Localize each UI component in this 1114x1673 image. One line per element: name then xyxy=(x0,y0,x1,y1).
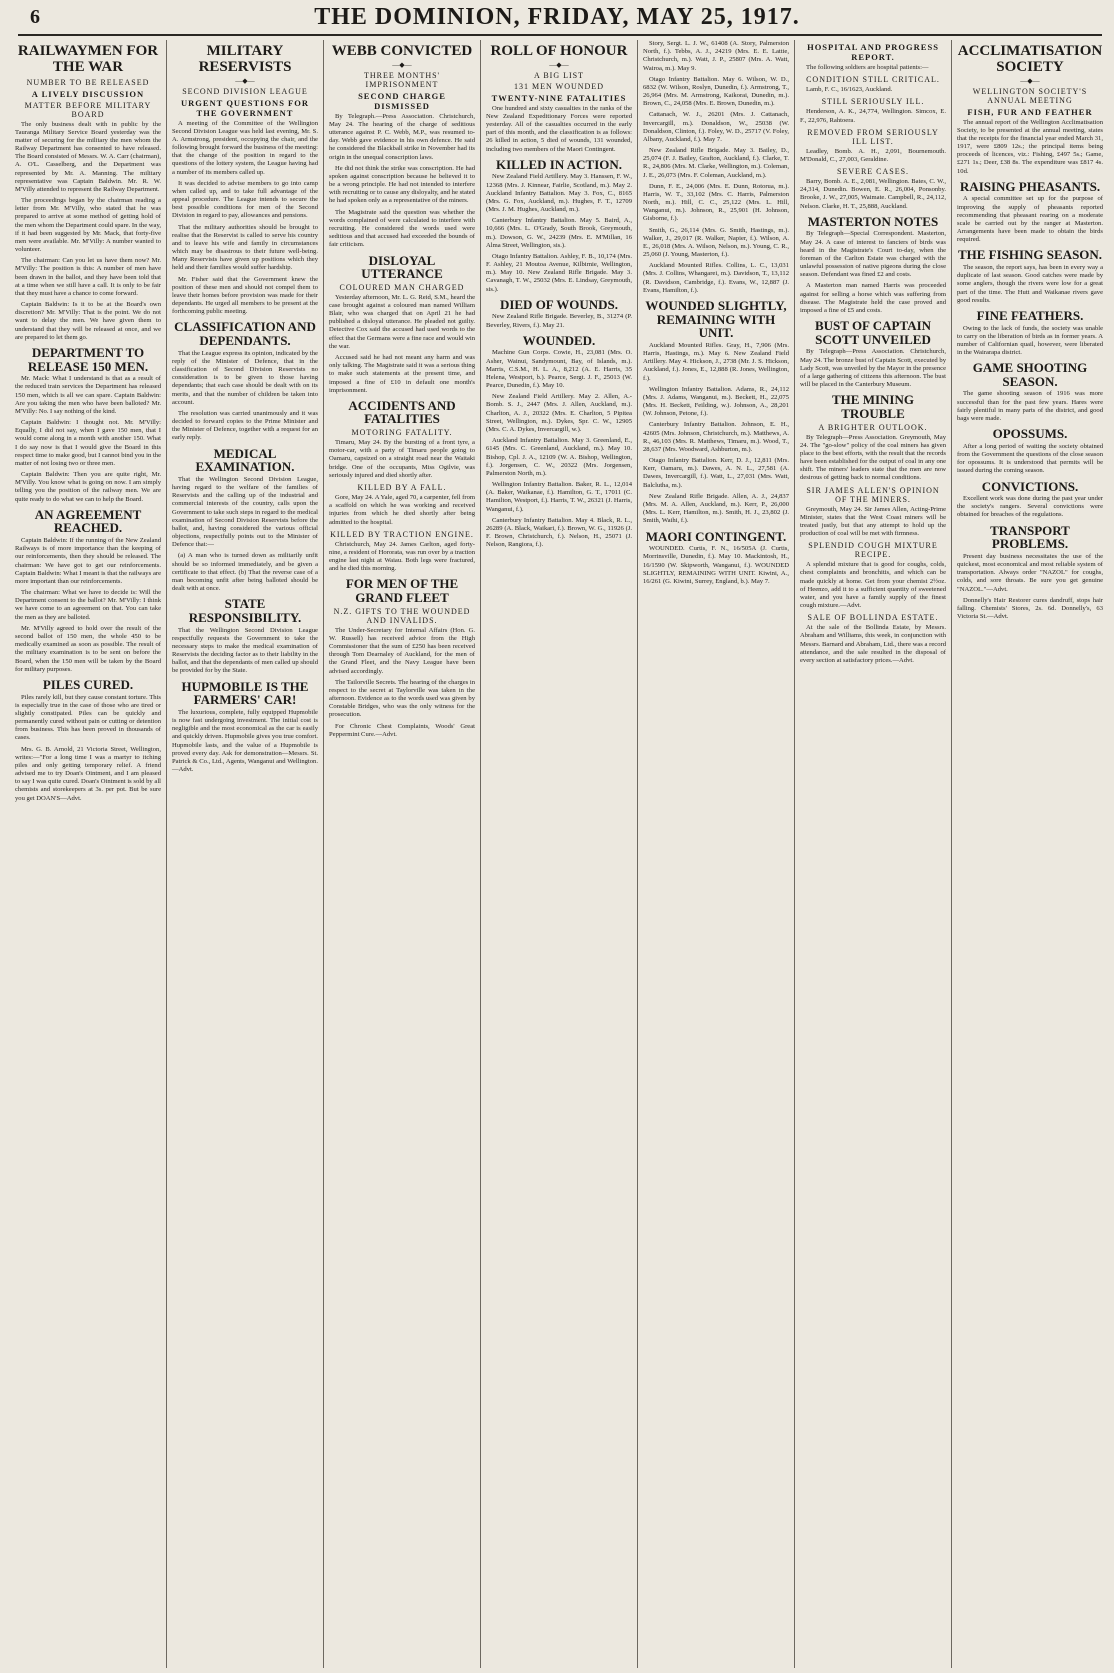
article-paragraph: Auckland Mounted Rifles. Collins, L. C., 13,031 (Mrs. J. Collins, Whangarei, m.). Davidson, T., 13,112 (R. Davidson, Cambridge, f.). Evans, W., 12,887 (J. Evans, Hamilton, f.). xyxy=(643,262,789,294)
article-paragraph: Captain Baldwin: Then you are quite right, Mr. M'Villy. You know what is going on now. I am simply telling you the position of the railway men. We are quite ready to do what we can to help the Board. xyxy=(15,471,161,503)
headline: PILES CURED. xyxy=(42,676,134,692)
article-paragraph: New Zealand Rifle Brigade. May 3. Bailey, D., 25,074 (F. J. Bailey, Grafton, Auckland, f.). Clarke, T. R., 24,806 (Mrs. M. Clarke, Wellington, m.). Coleman, J. E., 26,073 (Mrs. F. Coleman, Auckland, m.). xyxy=(643,147,789,179)
article-paragraph: New Zealand Field Artillery. May 3. Hanssen, F. W., 12368 (Mrs. J. Kinnear, Fairlie, Scotland, m.). May 2. Auckland Infantry Battalion. May 3. Fox, C., 8165 (Mrs. G. Fox, Auckland, m.). Hughes, F. T., 12709 (Mrs. J. M. Hughes, Auckland, m.). xyxy=(486,173,632,214)
column-1 xyxy=(10,40,166,1668)
article-paragraph: Mr. Fisher said that the Government knew the position of these men and should not compel them to leave their homes before provision was made for their dependants. He urged all members to be present at the forthcoming public meeting. xyxy=(172,275,318,316)
article-paragraph: The annual report of the Wellington Acclimatisation Society, to be presented at the annual meeting, states that the receipts for the financial year ended March 31, 1917, were £809 12s.; the principal items being proceeds of licences, viz.: Fishing, £497 5s.; Game, £271 1s.; Deer, £38 8s. The expenditure was £817 4s. 10d. xyxy=(957,118,1103,175)
article-paragraph: The Magistrate said the question was whether the words complained of were calculated to interfere with recruiting. He considered the words used were seditious and that accused had exceeded the bounds of fair criticism. xyxy=(329,208,475,249)
subheading: TWENTY-NINE FATALITIES xyxy=(491,92,627,103)
headline: STATE RESPONSIBILITY. xyxy=(188,596,302,625)
headline: THE MINING TROUBLE xyxy=(832,392,914,421)
article-paragraph: A Masterton man named Harris was proceeded against for selling a horse which was suffering from disease. The Magistrate held the case proved and imposed a fine of £5 and costs. xyxy=(800,282,946,314)
subheading: KILLED BY A FALL. xyxy=(357,482,447,492)
article-paragraph: Machine Gun Corps. Cowie, H., 23,081 (Mrs. O. Asher, Wainui, Sandymount, Bay, of Islands, m.). Marris, C.S.M., H. L. A., 8,212 (A. E. Harris, 35 Helena, Westport, b.). Pearce, Sergt. J. F., 25013 (W. Pearce, Dunedin, f.). May 10. xyxy=(486,349,632,390)
article-paragraph: That the Wellington Second Division League respectfully requests the Government to take the necessary steps to make the medical examination of Reservists the deciding factor as to their liability in the ballot, and that the dependants of men called up should be provided for by the State. xyxy=(172,626,318,675)
headline: FINE FEATHERS. xyxy=(976,307,1084,323)
article-paragraph: Accused said he had not meant any harm and was only talking. The Magistrate said it was a serious thing to make such statements at the present time, and imposed a fine of £10 in default one month's imprisonment. xyxy=(329,353,475,394)
ornament-divider xyxy=(957,78,1103,85)
article-paragraph: Cattanach, W. J., 26201 (Mrs. J. Cattanach, Invercargill, m.). Donaldson, W., 25038 (W. Donaldson, Clinton, f.). Foley, W. D., 25717 (V. Foley, Albany, Auckland, f.). May 7. xyxy=(643,111,789,143)
subheading: N.Z. GIFTS TO THE WOUNDED AND INVALIDS. xyxy=(333,606,471,625)
article-paragraph: Christchurch, May 24. James Carlton, aged forty-nine, a resident of Hororata, was run over by a traction engine last night at Waiau. Both legs were fractured, and he died this morning. xyxy=(329,540,475,573)
subheading: STILL SERIOUSLY ILL. xyxy=(821,97,925,107)
article-paragraph: Captain Baldwin: Is it to be at the Board's own discretion? Mr. M'Villy: That is the point. We do not want to delay the men. We have given them to understand that they will be released at once, and we are prepared to let them go. xyxy=(15,301,161,341)
article-paragraph: The only business dealt with in public by the Tauranga Military Service Board yesterday was the matter of securing for the military the men whom the Railway Department has consented to have released. The Board consisted of Messrs. W. A. Carr (chairman), A. O'L. Casselberg, and the Department was represented by Mr. A. Manning. The military representative was Captain Baldwin. Mr. R. W. M'Villy attended to represent the Railway Department. xyxy=(15,120,161,193)
headline: WOUNDED SLIGHTLY, REMAINING WITH UNIT. xyxy=(645,297,787,341)
headline: HUPMOBILE IS THE FARMERS' CAR! xyxy=(181,678,309,708)
article-paragraph: Owing to the lack of funds, the society was unable to carry on the liberation of birds as in former years. A number of Californian quail, however, were liberated in the Wairarapa district. xyxy=(957,324,1103,357)
subheading: 131 MEN WOUNDED xyxy=(514,81,604,91)
article-paragraph: At the sale of the Bollinda Estate, by Messrs. Abraham and Williams, this week, in conjunction with Messrs. Barnard and Abraham, Ltd., there was a record attendance, and the sale resulted in the disposal of every section at satisfactory prices.—Advt. xyxy=(800,624,946,664)
article-paragraph: He did not think the strike was conscription. He had spoken against conscription because he believed it to be a wrong principle. He had not intended to interfere with recruiting or to cause any disloyalty, and he stated he had spoken only as a representative of the miners. xyxy=(329,164,475,205)
headline: GAME SHOOTING SEASON. xyxy=(972,360,1088,389)
article-paragraph: Mr. M'Villy agreed to hold over the result of the second ballot of 150 men, the whole 450 to be medically examined as soon as possible. The result of the military examination is to be sent on before the Board, when the 150 men will be taken by the Board for military purposes. xyxy=(15,624,161,673)
headline: TRANSPORT PROBLEMS. xyxy=(990,522,1070,552)
article-paragraph: Greymouth, May 24. Sir James Allen, Acting-Prime Minister, states that the West Coast miners will be treated justly, but that any attempt to hold up the production of coal will be met with firmness. xyxy=(800,505,946,538)
subheading: REMOVED FROM SERIOUSLY ILL LIST. xyxy=(807,127,939,146)
article-paragraph: Captain Baldwin: If the running of the New Zealand Railways is of more importance than the keeping of our reinforcements, then they should be released. The chairman: We have got to get our reinforcements. Captain Baldwin: What I meant is that the railways are more important than our reinforcements. xyxy=(15,537,161,585)
article-paragraph: Mrs. G. B. Arnold, 21 Victoria Street, Wellington, writes:—"For a long time I was a martyr to itching piles and only getting temporary relief. A friend advised me to try Doan's Ointment, and I am pleased to say I was quite cured. Doan's Ointment is sold by all chemists and storekeepers at 3s. per pot. But be sure you get DOAN'S—Advt. xyxy=(15,745,161,802)
article-paragraph: Wellington Infantry Battalion. Adams, R., 24,112 (Mrs. J. Adams, Wanganui, m.). Beckett, H., 22,075 (Mrs. H. Beckett, Feilding, w.). Johnson, A., 28,201 (W. Johnson, Petone, f.). xyxy=(643,385,789,418)
headline: RAISING PHEASANTS. xyxy=(959,178,1101,194)
article-paragraph: Story, Sergt. L. J. W., 61408 (A. Story, Palmerston North, f.). Tebbs, A. J., 24219 (Mrs. E. E. Lattie, Christchurch, m.). Watt, J. P., 25807 (Mrs. A. Watt, Wairoa, m.). May 9. xyxy=(643,40,789,72)
subheading: SECOND DIVISION LEAGUE xyxy=(182,86,308,96)
article-paragraph: Excellent work was done during the past year under the society's rangers. Several convictions were obtained for breaches of the regulations. xyxy=(957,495,1103,519)
article-paragraph: Timaru, May 24. By the bursting of a front tyre, a motor-car, with a party of Timaru people going to Oamaru, capsized on a straight road near the Waitaki bridge. One of the occupants, Miss Ogilvie, was seriously injured and died shortly after. xyxy=(329,439,475,479)
subheading: WELLINGTON SOCIETY'S ANNUAL MEETING xyxy=(972,86,1088,105)
article-paragraph: Lamb, F. C., 16/1623, Auckland. xyxy=(806,86,893,94)
article-paragraph: One hundred and sixty casualties in the ranks of the New Zealand Expeditionary Forces were reported yesterday. All of the casualties occurred in the early part of this month, and the classification is as follows: 26 killed in action, 5 died of wounds, 131 wounded, including two members of the Maori Contingent. xyxy=(486,104,632,153)
article-paragraph: A special committee set up for the purpose of improving the supply of pheasants reported recommending that pheasant rearing on a moderate scale be carried out by the ranger at Masterton. Arrangements have been made to obtain the birds required. xyxy=(957,195,1103,244)
article-paragraph: Henderson, A. K., 24,774, Wellington. Simcox, E. F., 22,976, Rahtoera. xyxy=(800,108,946,124)
article-paragraph: Leadley, Bomb. A. H., 2,091, Bournemouth. M'Donald, C., 27,003, Geraldine. xyxy=(800,147,946,163)
article-paragraph: Canterbury Infantry Battalion. May 4. Black, R. L., 26289 (A. Black, Waikari, f.). Brown, W. G., 11926 (J. F. Brown, Christchurch, f.). Nelson, H., 25071 (J. Nelson, Rangiora, f.). xyxy=(486,516,632,549)
article-paragraph: The chairman: What we have to decide is: Will the Department consent to the ballot? Mr. M'Villy: I think we have come to an agreement on that. You can take the men as they are balloted. xyxy=(15,589,161,621)
article-paragraph: By Telegraph—Press Association. Christchurch, May 24. The bronze bust of Captain Scott, executed by Lady Scott, was unveiled by the Mayor in the presence of a large gathering of citizens this afternoon. The bust will be placed in the Canterbury Museum. xyxy=(800,348,946,389)
article-paragraph: Captain Baldwin: I thought not. Mr. M'Villy: Equally, I did not say, when I gave 150 men, that I would come along in a month with another 150. What I do say now is that I would give the Board in this respect time to make good, but I cannot bind you in the matter of not losing two or three men. xyxy=(15,419,161,467)
article-paragraph: WOUNDED. Curtis, F. N., 16/505A (J. Curtis, Morrinsville, Dunedin, f.). May 10. Mackintosh, H., 16/1590 (W. Skipworth, Wanganui, f.). WOUNDED SLIGHTLY, REMAINING WITH UNIT. Kiwini, A., 16/261 (G. Kiwini, Surrey, England, b.). May 7. xyxy=(643,545,789,585)
article-paragraph: Gore, May 24. A Yale, aged 70, a carpenter, fell from a scaffold on which he was working and received injuries from which he died shortly after being admitted to the hospital. xyxy=(329,493,475,526)
headline: RAILWAYMEN FOR THE WAR xyxy=(17,43,159,75)
article-paragraph: New Zealand Rifle Brigade. Allen, A. J., 24,837 (Mrs. M. A. Allen, Auckland, m.). Kerr, P., 26,000 (Mrs. L. Kerr, Hamilton, m.). Smith, H. J., 23,802 (J. Smith, Waihi, f.). xyxy=(643,492,789,525)
headline: BUST OF CAPTAIN SCOTT UNVEILED xyxy=(814,318,932,347)
article-paragraph: (a) A man who is turned down as militarily unfit should be so informed immediately, and be given a certificate to that effect. (b) That the reverse case of a man becoming unfit after being balloted should be dealt with at once. xyxy=(172,552,318,593)
ornament-divider xyxy=(172,78,318,85)
masthead-rule xyxy=(18,34,1102,36)
subheading: THREE MONTHS' IMPRISONMENT xyxy=(364,70,440,89)
article-paragraph: The season, the report says, has been in every way a duplicate of last season. Good catches were made by some anglers, though the rivers were low for a great part of the time. The Hutt and Waikanae rivers gave good results. xyxy=(957,264,1103,304)
subheading: SPLENDID COUGH MIXTURE RECIPE. xyxy=(808,541,938,560)
headline: KILLED IN ACTION. xyxy=(495,156,623,172)
subheading: SEVERE CASES. xyxy=(836,167,910,177)
column-7 xyxy=(951,40,1108,1668)
article-paragraph: Wellington Infantry Battalion. Baker, R. L., 12,014 (A. Baker, Waikanae, f.). Hamilton, G. T., 17011 (C. Hamilton, Westport, f.). Harris, T. W., 26321 (J. Harris, Wanganui, f.). xyxy=(486,481,632,513)
subheading: CONDITION STILL CRITICAL. xyxy=(806,75,940,85)
headline: ACCIDENTS AND FATALITIES xyxy=(348,397,456,427)
article-paragraph: Dunn, F. E., 24,006 (Mrs. E. Dunn, Rotorua, m.). Harris, W. T., 33,102 (Mrs. C. Harris, Palmerston North, m.). Hill, C. C., 25,122 (Mrs. L. Hill, Wanganui, m.). Johnson, R., 25,901 (H. Johnson, Gisborne, f.). xyxy=(643,182,789,223)
headline: MEDICAL EXAMINATION. xyxy=(195,445,295,475)
article-paragraph: Canterbury Infantry Battalion. Johnson, E. H., 42605 (Mrs. Johnson, Christchurch, m.). Matthews, A. R., 46,103 (Mrs. R. Matthews, Timaru, m.). Wood, T., 28,637 (Mrs. Woodward, Ashburton, m.). xyxy=(643,421,789,453)
article-paragraph: Present day business necessitates the use of the quickest, most economical and most reliable system of transportation. Always order "NAZOL" for coughs, colds, and sore throats. Be sure you get genuine "NAZOL."—Advt. xyxy=(957,552,1103,593)
column-3 xyxy=(323,40,480,1668)
article-paragraph: The game shooting season of 1916 was more successful than for the past few years. Hares were fairly plentiful in many parts of the district, and good bags were made. xyxy=(957,390,1103,422)
headline: OPOSSUMS. xyxy=(992,426,1068,442)
article-paragraph: By Telegraph.—Press Association. Christchurch, May 24. The hearing of the charge of seditious utterance against P. C. Webb, M.P., was resumed to-day. Webb gave evidence in his own defence. He said he considered the Blackball strike in November had its origin in the unequal conscription laws. xyxy=(329,112,475,161)
subheading: COLOURED MAN CHARGED xyxy=(339,282,465,292)
subheading: A BIG LIST xyxy=(534,70,584,80)
article-paragraph: The chairman: Can you let us have them now? Mr. M'Villy: The position is this: A number of men have been drawn in the ballot, and they have been told that at a time when we still have a call. It is only to be fair that they must have a chance to come forward. xyxy=(15,257,161,297)
article-paragraph: The Tailorville Secrets. The hearing of the charges in respect to the secret at Taylorville was taken in the afternoon. Evidence as to the words used was given by Constable Bridges, who was the only witness for the prosecution. xyxy=(329,678,475,719)
subheading: KILLED BY TRACTION ENGINE. xyxy=(330,529,474,539)
headline: CONVICTIONS. xyxy=(981,478,1079,494)
headline: DISLOYAL UTTERANCE xyxy=(361,252,443,282)
article-paragraph: Piles rarely kill, but they cause constant torture. This is especially true in the case of those who are tired or slightly constipated. Piles can be quickly and permanently cured without pain or cutting or detention from business. This has been proved in thousands of cases. xyxy=(15,693,161,742)
headline: DEPARTMENT TO RELEASE 150 MEN. xyxy=(27,344,149,374)
headline: DIED OF WOUNDS. xyxy=(499,296,619,312)
article-paragraph: For Chronic Chest Complaints, Woods' Great Peppermint Cure.—Advt. xyxy=(329,722,475,738)
subheading: SECOND CHARGE DISMISSED xyxy=(358,90,446,111)
headline: MAORI CONTINGENT. xyxy=(645,528,787,544)
headline: AN AGREEMENT REACHED. xyxy=(34,506,142,536)
subheading: URGENT QUESTIONS FOR THE GOVERNMENT xyxy=(180,97,309,118)
column-5 xyxy=(637,40,794,1668)
ornament-divider xyxy=(486,62,632,69)
columns-container xyxy=(10,40,1108,1668)
article-paragraph: Mr. Mack: What I understand is that as a result of the reduced train services the Department has released 150 men, which is all we can spare. Captain Baldwin: Are you taking the men who have been balloted? Mr. M'Villy: No. I say nothing of the kind. xyxy=(15,375,161,415)
subheading: SIR JAMES ALLEN'S OPINION OF THE MINERS. xyxy=(806,485,940,504)
headline: CLASSIFICATION AND DEPENDANTS. xyxy=(174,319,316,349)
article-paragraph: Barry, Bomb. A. E., 2,081, Wellington. Bates, C. W., 24,314, Dunedin. Bowen, E. R., 26,004, Ponsonby. Brooke, J. W., 27,005, Waimate. Campbell, R., 24,112, Nelson. Clarke, H. T., 25,888, Auckland. xyxy=(800,178,946,210)
headline: MASTERTON NOTES xyxy=(807,213,939,229)
article-paragraph: New Zealand Rifle Brigade. Beverley, B., 31274 (P. Beverley, Rivers, f.). May 21. xyxy=(486,313,632,329)
article-paragraph: Otago Infantry Battalion. Kerr, D. J., 12,811 (Mrs. Kerr, Oamaru, m.). Dawes, A. N. L., 27,581 (A. Dawes, Invercargill, f.). Watt, L., 27,031 (Mrs. Watt, Balclutha, m.). xyxy=(643,457,789,489)
article-paragraph: That the military authorities should be brought to realise that the Reservist is called to serve his country and to leave his wife and family in circumstances which may be disastrous to their future well-being. Many Reservists have given up positions which they held and their families would suffer hardship. xyxy=(172,223,318,272)
column-4 xyxy=(480,40,637,1668)
masthead xyxy=(0,0,1114,38)
article-paragraph: Donnelly's Hair Restorer cures dandruff, stops hair falling. Chemists' Stores, 2s. 6d. Donnelly's, 63 Victoria St.—Advt. xyxy=(957,596,1103,621)
article-paragraph: The proceedings began by the chairman reading a letter from Mr. M'Villy, who stated that he was prepared to arrive at some method of getting hold of the men whom the Department could spare. In the way, if it had been suggested by Mr. Mack, that forty-five men were available. Mr. M'Villy: A number wanted to volunteer. xyxy=(15,197,161,254)
article-paragraph: Auckland Infantry Battalion. May 3. Greenland, E., 6145 (Mrs. C. Greenland, Auckland, m.). May 10. Bishop, Cpl. J. A., 12109 (W. A. Bishop, Wellington, f.). Jorgensen, C. W., 20322 (Mrs. Jorgensen, Palmerston North, m.). xyxy=(486,437,632,477)
headline: ROLL OF HONOUR xyxy=(490,43,628,59)
subheading: A LIVELY DISCUSSION xyxy=(31,88,145,99)
article-paragraph: Otago Infantry Battalion. May 6. Wilson, W. D., 6832 (W. Wilson, Roslyn, Dunedin, f.). Armstrong, T., 26,964 (Mrs. M. Armstrong, Kaikorai, Dunedin, m.). Brown, C., 24,058 (Mrs. E. Brown, Dunedin, m.). xyxy=(643,75,789,108)
column-6 xyxy=(794,40,951,1668)
headline: THE FISHING SEASON. xyxy=(957,247,1103,263)
subheading: NUMBER TO BE RELEASED xyxy=(26,77,150,87)
headline: WEBB CONVICTED xyxy=(331,43,473,59)
headline: WOUNDED. xyxy=(522,332,596,348)
article-paragraph: The resolution was carried unanimously and it was decided to forward copies to the Prime Minister and the Minister of Defence, together with a request for an early reply. xyxy=(172,409,318,442)
article-paragraph: By Telegraph—Special Correspondent. Masterton, May 24. A case of interest to fanciers of birds was heard in the Magistrate's Court to-day, when the foreman of the Carlton Estate was charged with the unlawful possession of native pigeons during the close season. Defendant was fined £2 and costs. xyxy=(800,230,946,279)
article-paragraph: That the Wellington Second Division League, having regard to the welfare of the families of Reservists and the calling up of the industrial and commercial interests of the country, calls upon the Government to take such steps in regard to the medical examination of Second Division Reservists before the ballot, and, having considered the various official objections, respectfully points out to the Minister of Defence that:— xyxy=(172,475,318,549)
subheading: A BRIGHTER OUTLOOK. xyxy=(818,422,928,432)
subheading: MOTORING FATALITY. xyxy=(351,428,453,438)
article-paragraph: The following soldiers are hospital patients:— xyxy=(806,64,929,71)
article-paragraph: New Zealand Field Artillery. May 2. Allen, A.-Bomb. S. J., 2447 (Mrs. J. Allen, Auckland, m.). Charlton, A. J., 20322 (Mrs. E. Charlton, 5 Pipitea Street, Wellington, m.). Dykes, Spr. C. W., 12905 (Mrs. C. A. Dykes, Invercargill, w.). xyxy=(486,393,632,433)
ornament-divider xyxy=(329,62,475,69)
column-2 xyxy=(166,40,323,1668)
subheading: MATTER BEFORE MILITARY BOARD xyxy=(24,100,152,119)
article-paragraph: After a long period of waiting the society obtained from the Government the questions of the close season for opossums. It is understood that permits will be issued during the coming season. xyxy=(957,442,1103,475)
article-paragraph: The luxurious, complete, fully equipped Hupmobile is now fast undergoing investment. The initial cost is negligible and the most economical as the car is easily and quickly driven. Hupmobile gives you true comfort. Hupmobile lasts, and the value of a Hupmobile is proved every day. Ask for demonstration—Messrs. St. Patrick & Co., Ltd., Agents, Wanganui and Wellington.—Advt. xyxy=(172,708,318,774)
article-paragraph: Otago Infantry Battalion. Ashley, F. B., 10,174 (Mrs. F. Ashley, 21 Moutoa Avenue, Kilbirnie, Wellington, m.). May 10. New Zealand Rifle Brigade. May 3. Cavanagh, T. W., 25032 (Mrs. E. Lindsay, Greymouth, sis.). xyxy=(486,252,632,293)
page-number: 6 xyxy=(30,6,40,28)
newspaper-title: THE DOMINION, FRIDAY, MAY 25, 1917. xyxy=(314,4,800,30)
subheading: FISH, FUR AND FEATHER xyxy=(967,106,1093,117)
subheading: HOSPITAL AND PROGRESS REPORT. xyxy=(807,42,939,62)
subheading: SALE OF BOLLINDA ESTATE. xyxy=(807,613,939,623)
article-paragraph: It was decided to advise members to go into camp when called up, and to take full advantage of the appeal procedure. The League intends to secure the best possible conditions for men of the Second Division in regard to pay, allowances and pensions. xyxy=(172,179,318,220)
article-paragraph: Smith, G., 26,114 (Mrs. G. Smith, Hastings, m.). Walker, J., 29,017 (R. Walker, Napier, f.). Wilson, A. E., 26,018 (Mrs. A. Wilson, Nelson, m.). Young, C. R., 25,060 (J. Young, Masterton, f.). xyxy=(643,226,789,259)
article-paragraph: By Telegraph—Press Association. Greymouth, May 24. The "go-slow" policy of the coal miners has given place to the best efforts, with the result that the records have been established for the output of coal in any one shift. The miners' leaders state that the men are now desirous of getting back to normal conditions. xyxy=(800,433,946,482)
headline: ACCLIMATISATION SOCIETY xyxy=(957,43,1103,75)
headline: FOR MEN OF THE GRAND FLEET xyxy=(345,576,459,605)
article-paragraph: The Under-Secretary for Internal Affairs (Hon. G. W. Russell) has received advice from the High Commissioner that the sum of £250 has been received through Tom Dearnaley of Auckland, for the men of the Grand Fleet, and the Navy League have been advised accordingly. xyxy=(329,626,475,675)
headline: MILITARY RESERVISTS xyxy=(198,43,292,75)
article-paragraph: Yesterday afternoon, Mr. L. G. Reid, S.M., heard the case brought against a coloured man named William Blair, who was charged that on April 21 he had published a disloyal utterance. He pleaded not guilty. Detective Cox said the accused had used words to the effect that the Germans were a fine race and would win the war. xyxy=(329,293,475,350)
article-paragraph: That the League express its opinion, indicated by the reply of the Minister of Defence, that in the classification of Second Division Reservists no consideration is to be given to those having dependants; that each case should be dealt with on its merits, and that the number of children be taken into account. xyxy=(172,349,318,406)
article-paragraph: A splendid mixture that is good for coughs, colds, chest complaints and bronchitis, and which can be made quickly at home. Get from your chemist 2½oz. of Heenzo, add it to a sufficient quantity of sweetened water, and you have a family supply of the finest cough mixture.—Advt. xyxy=(800,561,946,610)
article-paragraph: A meeting of the Committee of the Wellington Second Division League was held last evening, Mr. S. A. Armstrong, president, occupying the chair, and the following brought forward the business of the meeting: that the change of the position in regard to the questions of the lottery system, the League having had a number of its members called up. xyxy=(172,119,318,176)
article-paragraph: Auckland Mounted Rifles. Gray, H., 7,906 (Mrs. Harris, Hastings, m.). May 6. New Zealand Field Artillery. May 4. Hickson, J., 2738 (Mr. J. S. Hickson, Auckland, f.). Jones, E., 12,888 (R. Jones, Wellington, f.). xyxy=(643,341,789,382)
article-paragraph: Canterbury Infantry Battalion. May 5. Baird, A., 10,666 (Mrs. L. O'Grady, South Brook, Greymouth, m.). Dowson, G. W., 24239 (Mrs. E. M'Millan, 16 Alma Street, Wellington, sis.). xyxy=(486,217,632,249)
